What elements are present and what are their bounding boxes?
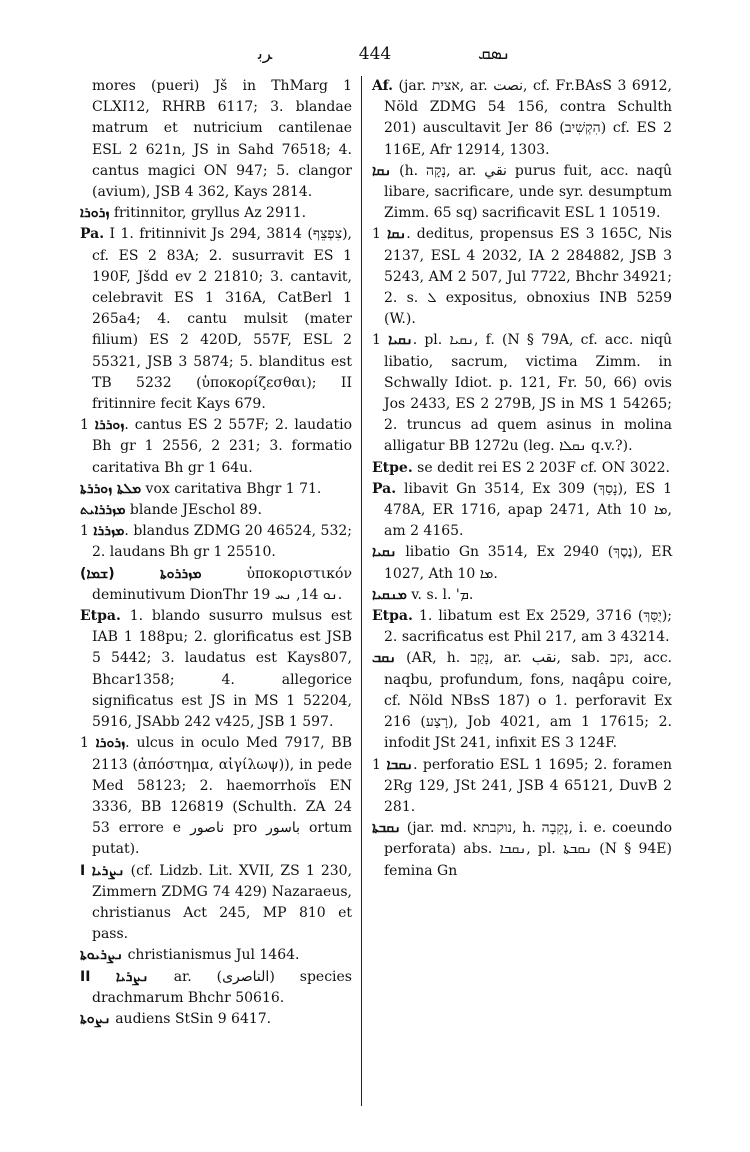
entry-text: 1. perforatio ESL 1 1695; 2. foramen 2Rg 129, JSt 241, JSB 4 65121, DuvB 2 281. <box>372 756 672 815</box>
left-column <box>80 76 352 1030</box>
dictionary-entry <box>80 945 352 966</box>
entry-text: ar. (الناصری) species drachmarum Bhchr 50616. <box>92 968 352 1006</box>
headword: ܙܘܪܪܐ <box>94 417 125 434</box>
entry-text: 1. blandus ZDMG 20 46524, 532; 2. laudans Bh gr 1 25510. <box>80 523 352 561</box>
headword: ܢܩܒܐ <box>386 756 414 773</box>
entry-text: 1. pl. ܢܩܝܐ, f. (N § 79A, cf. acc. niqû libatio, sacrum, victima Zimm. in Schwally Idiot. p. 121, Fr. 50, 66) ovis Jos 2433, ES 2 279B, JS in MS 1 54265; 2. truncus ad quem asinus in molina alligatur BB 1272u (leg. ܢܩܠܐ q.v.?). <box>372 332 672 455</box>
headword: ܢܩܐ <box>387 226 407 243</box>
entry-text: (jar. md. נוקבתא, h. נְקֵבָה, i. e. coeundo perforata) abs. ܢܩܒܐ, pl. ܢܩܒܬܐ (N § 94E) femina Gn <box>384 820 673 879</box>
headword: ܡܠܬܐ ܙܘܪܪܬܐ <box>80 480 142 497</box>
stem-label: Pa. <box>80 226 105 243</box>
right-column <box>372 76 672 882</box>
dictionary-entry <box>372 585 672 606</box>
entry-text: ὑποκοριστικόν deminutivum DionThr ܢܘ 14, ܢܚ 19. <box>92 565 352 603</box>
stem-label: Etpa. <box>372 608 413 625</box>
dictionary-entry <box>372 330 672 457</box>
dictionary-entry <box>80 479 352 500</box>
stem-label: Pa. <box>372 480 397 497</box>
headword: ܡܢܩܝܐ <box>372 586 407 603</box>
headword: II ܢܨܪܝܐ <box>80 968 149 985</box>
dictionary-entry <box>80 564 352 606</box>
dictionary-entry <box>372 648 672 754</box>
entry-text: I 1. fritinnivit Js 294, 3814 (צִפְצֵף), cf. ES 2 83A; 2. susurravit ES 1 190F, Jšdd ev 2 21810; 3. cantavit, celebravit ES 1 316A, CatBerl 1 265a4; 4. cantu mulsit (mater filium) ES 2 420D, 557F, ESL 2 55321, JSB 3 5874; 5. blanditus est TB 5232 (ὑποκορίζεσθαι); II fritinnire fecit Kays 679. <box>92 226 352 413</box>
entry-text: v. s. l. 'ܡ. <box>411 586 474 603</box>
headword: ܢܩܒ <box>372 650 396 667</box>
dictionary-entry <box>372 76 672 161</box>
dictionary-entry <box>372 224 672 330</box>
dictionary-entry <box>80 606 352 733</box>
page-number: 444 <box>358 44 392 64</box>
dictionary-entry <box>80 1009 352 1030</box>
dictionary-entry <box>80 967 352 1009</box>
headword: ܙܪܘܪܐ <box>95 735 126 752</box>
dictionary-entry <box>80 203 352 224</box>
entry-text: 1. cantus ES 2 557F; 2. laudatio Bh gr 1 2556, 2 231; 3. formatio caritativa Bh gr 1 64u. <box>80 417 352 476</box>
dictionary-entry <box>372 606 672 648</box>
headword: ܢܨܘܬܐ <box>80 1010 111 1027</box>
stem-label: Af. <box>372 78 394 94</box>
dictionary-entry <box>80 733 352 860</box>
entry-text: vox caritativa Bhgr 1 71. <box>145 480 322 497</box>
entry-text: fritinnitor, gryllus Az 2911. <box>113 205 307 222</box>
headword: ܡܙܪܪܐ <box>93 523 125 540</box>
headword: ܢܩܐ <box>372 162 392 179</box>
entry-text: 1. ulcus in oculo Med 7917, BB 2113 (ἀπόστημα, αἰγίλωψ)), in pede Med 58123; 2. haemorrhoïs EN 3336, BB 126819 (Schulth. ZA 24 53 errore e ﻧﺎﺻﻮﺭ pro ﺑﺎﺳﻮﺭ ortum putat). <box>80 735 352 858</box>
entry-text: 1. libatum est Ex 2529, 3716 (יֻסַּךְ); 2. sacrificatus est Phil 217, am 3 43214. <box>384 608 673 646</box>
dictionary-entry <box>372 458 672 479</box>
entry-text: (cf. Lidzb. Lit. XVII, ZS 1 230, Zimmern ZDMG 74 429) Nazaraeus, christianus Act 245, MP 810 et pass. <box>92 862 353 943</box>
entry-text: (h. נָקָה, ar. ﻧﻘﻲ purus fuit, acc. naqû libare, sacrificare, unde syr. desumptum Zimm. 65 sq) sacrificavit ESL 1 10519. <box>384 162 672 222</box>
dictionary-entry <box>372 161 672 225</box>
dictionary-entry <box>372 755 672 819</box>
dictionary-entry <box>80 500 352 521</box>
running-header <box>0 44 750 70</box>
entry-text: libatio Gn 3514, Ex 2940 (נֶסֶךְ), ER 1027, Ath ܡܐ 10. <box>384 544 673 582</box>
entry-text: blande JEschol 89. <box>129 502 262 519</box>
dictionary-entry <box>80 224 352 415</box>
dictionary-entry <box>372 479 672 543</box>
headword: ܢܩܒܬܐ <box>372 820 401 837</box>
header-left-catchword: ﺮﺑ <box>258 44 273 64</box>
dictionary-entry <box>80 861 352 946</box>
headword: ܙܪܘܪܐ <box>80 205 110 222</box>
stem-label: Etpa. <box>80 608 121 625</box>
headword: I ܢܨܪܝܐ <box>80 862 125 879</box>
headword: ܡܙܪܪܘܬܐ (ܫܡܐ) <box>80 565 202 582</box>
dictionary-entry <box>80 521 352 563</box>
entry-text: (jar. אצית, ar. ﻧﺼﺖ, cf. Fr.BAsS 3 6912, Nöld ZDMG 54 156, contra Schulth 201) auscultavit Jer 86 (הִקְשִׁיב) cf. ES 2 116E, Afr 12914, 1303. <box>384 78 673 158</box>
entry-text: christianismus Jul 1464. <box>127 947 300 964</box>
dictionary-entry <box>372 818 672 882</box>
stem-label: Etpe. <box>372 459 413 476</box>
dictionary-entry <box>80 415 352 479</box>
entry-text: 1. deditus, propensus ES 3 165C, Nis 2137, ESL 4 2032, IA 2 284882, JSB 3 5243, AM 2 507, Jul 7722, Bhchr 34921; 2. s. ܠ expositus, obnoxius INB 5259 (W.). <box>372 226 672 328</box>
entry-text: libavit Gn 3514, Ex 309 (נָסַךְ), ES 1 478A, ER 1716, apap 2471, Ath ܡܐ 10, am 2 4165. <box>384 480 673 540</box>
headword: ܢܩܝܐ <box>372 544 397 561</box>
header-right-catchword: ܢܣܩ <box>478 44 511 64</box>
entry-text: (AR, h. נָקַב, ar. ﻧﻘﺐ, sab. נקב, acc. naqbu, profundum, fons, naqâpu coire, cf. Nöld NBsS 187) o 1. perforavit Ex 216 (רָצַע), Job 4021, am 1 17615; 2. infodit JSt 241, infixit ES 3 124F. <box>384 650 673 752</box>
headword: ܡܙܪܪܐܝܬ <box>80 502 126 519</box>
column-divider <box>361 76 362 1106</box>
entry-text: 1. blando susurro mulsus est IAB 1 188pu; 2. glorificatus est JSB 5 5442; 3. laudatus est Kays807, Bhcar1358; 4. allegorice significatus est JS in MS 1 52204, 5916, JSAbb 242 v425, JSB 1 597. <box>92 608 352 731</box>
entry-text: se dedit rei ES 2 203F cf. ON 3022. <box>417 459 670 476</box>
headword: ܢܨܪܝܘܬܐ <box>80 947 124 964</box>
dictionary-entry <box>372 542 672 584</box>
entry-text: audiens StSin 9 6417. <box>115 1010 272 1027</box>
dictionary-entry <box>80 76 352 203</box>
headword: ܢܩܝܐ <box>388 332 413 349</box>
entry-text: mores (pueri) Jš in ThMarg 1 CLXI12, RHRB 6117; 3. blandae matrum et nutricium cantilenae ESL 2 621n, JS in Sahd 76518; 4. cantus magici ON 947; 5. clangor (avium), JSB 4 362, Kays 2814. <box>92 78 352 201</box>
